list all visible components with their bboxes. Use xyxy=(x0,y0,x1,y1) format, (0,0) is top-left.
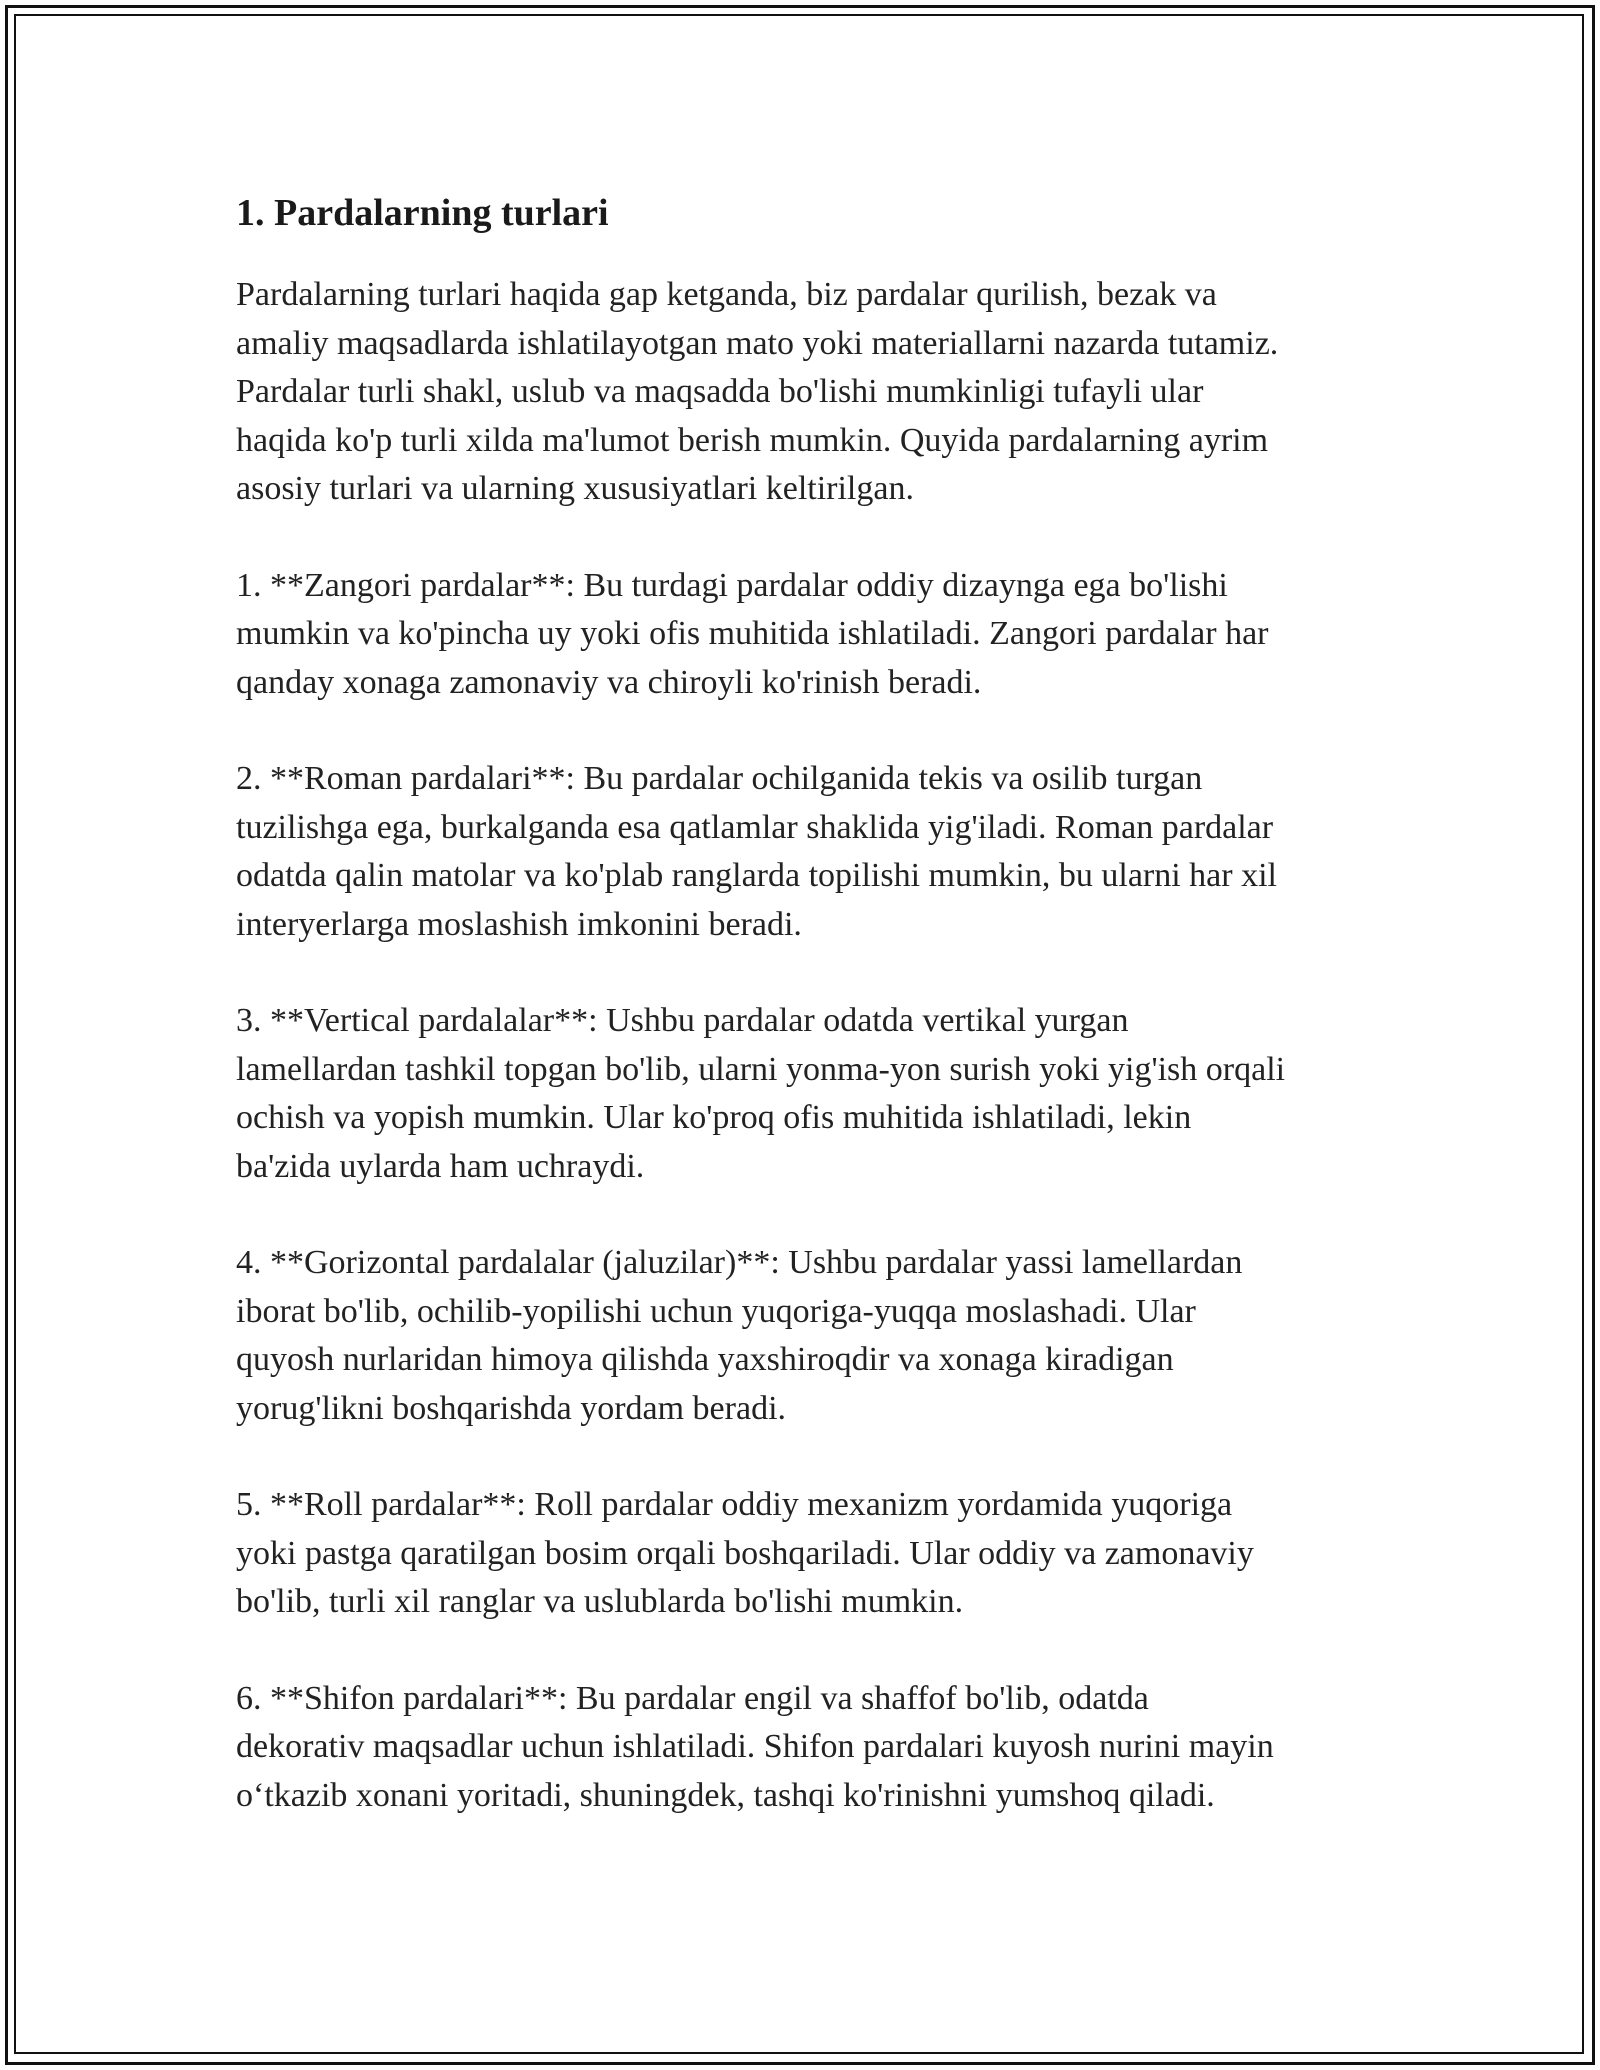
list-item-roman: 2. **Roman pardalari**: Bu pardalar ochilganida tekis va osilib turgan tuzilishga ega, burkalganda esa qatlamlar shaklida yig'iladi. Roman pardalar odatda qalin matolar va ko'plab ranglarda topilishi mumkin, bu ularni har xil interyerlarga moslashish imkonini beradi. xyxy=(236,760,1277,943)
section-title: 1. Pardalarning turlari xyxy=(236,192,609,234)
list-item-roll: 5. **Roll pardalar**: Roll pardalar oddiy mexanizm yordamida yuqoriga yoki pastga qaratilgan bosim orqali boshqariladi. Ular oddiy va zamonaviy bo'lib, turli xil ranglar va uslublarda bo'lishi mumkin. xyxy=(236,1486,1254,1620)
list-item-shifon: 6. **Shifon pardalari**: Bu pardalar engil va shaffof bo'lib, odatda dekorativ maqsadlar uchun ishlatiladi. Shifon pardalari kuyosh nurini mayin o‘tkazib xonani yoritadi, shuningdek, tashqi ko'rinishni yumshoq qiladi. xyxy=(236,1679,1274,1814)
list-item-gorizontal: 4. **Gorizontal pardalalar (jaluzilar)**: Ushbu pardalar yassi lamellardan iborat bo'lib, ochilib-yopilishi uchun yuqoriga-yuqqa moslashadi. Ular quyosh nurlaridan himoya qilishda yaxshiroqdir va xonaga kiradigan yorug'likni boshqarishda yordam beradi. xyxy=(236,1244,1243,1427)
list-item-zangori: 1. **Zangori pardalar**: Bu turdagi pardalar oddiy dizaynga ega bo'lishi mumkin va ko'pincha uy yoki ofis muhitida ishlatiladi. Zangori pardalar har qanday xonaga zamonaviy va chiroyli ko'rinish beradi. xyxy=(236,566,1269,701)
intro-paragraph: Pardalarning turlari haqida gap ketganda, biz pardalar qurilish, bezak va amaliy maqsadlarda ishlatilayotgan mato yoki materiallarni nazarda tutamiz. Pardalar turli shakl, uslub va maqsadda bo'lishi mumkinligi tufayli ular haqida ko'p turli xilda ma'lumot berish mumkin. Quyida pardalarning ayrim asosiy turlari va ularning xususiyatlari keltirilgan. xyxy=(236,276,1279,507)
list-item-vertical: 3. **Vertical pardalalar**: Ushbu pardalar odatda vertikal yurgan lamellardan tashkil topgan bo'lib, ularni yonma-yon surish yoki yig'ish orqali ochish va yopish mumkin. Ular ko'proq ofis muhitida ishlatiladi, lekin ba'zida uylarda ham uchraydi. xyxy=(236,1002,1286,1185)
document-page xyxy=(236,185,1376,1868)
